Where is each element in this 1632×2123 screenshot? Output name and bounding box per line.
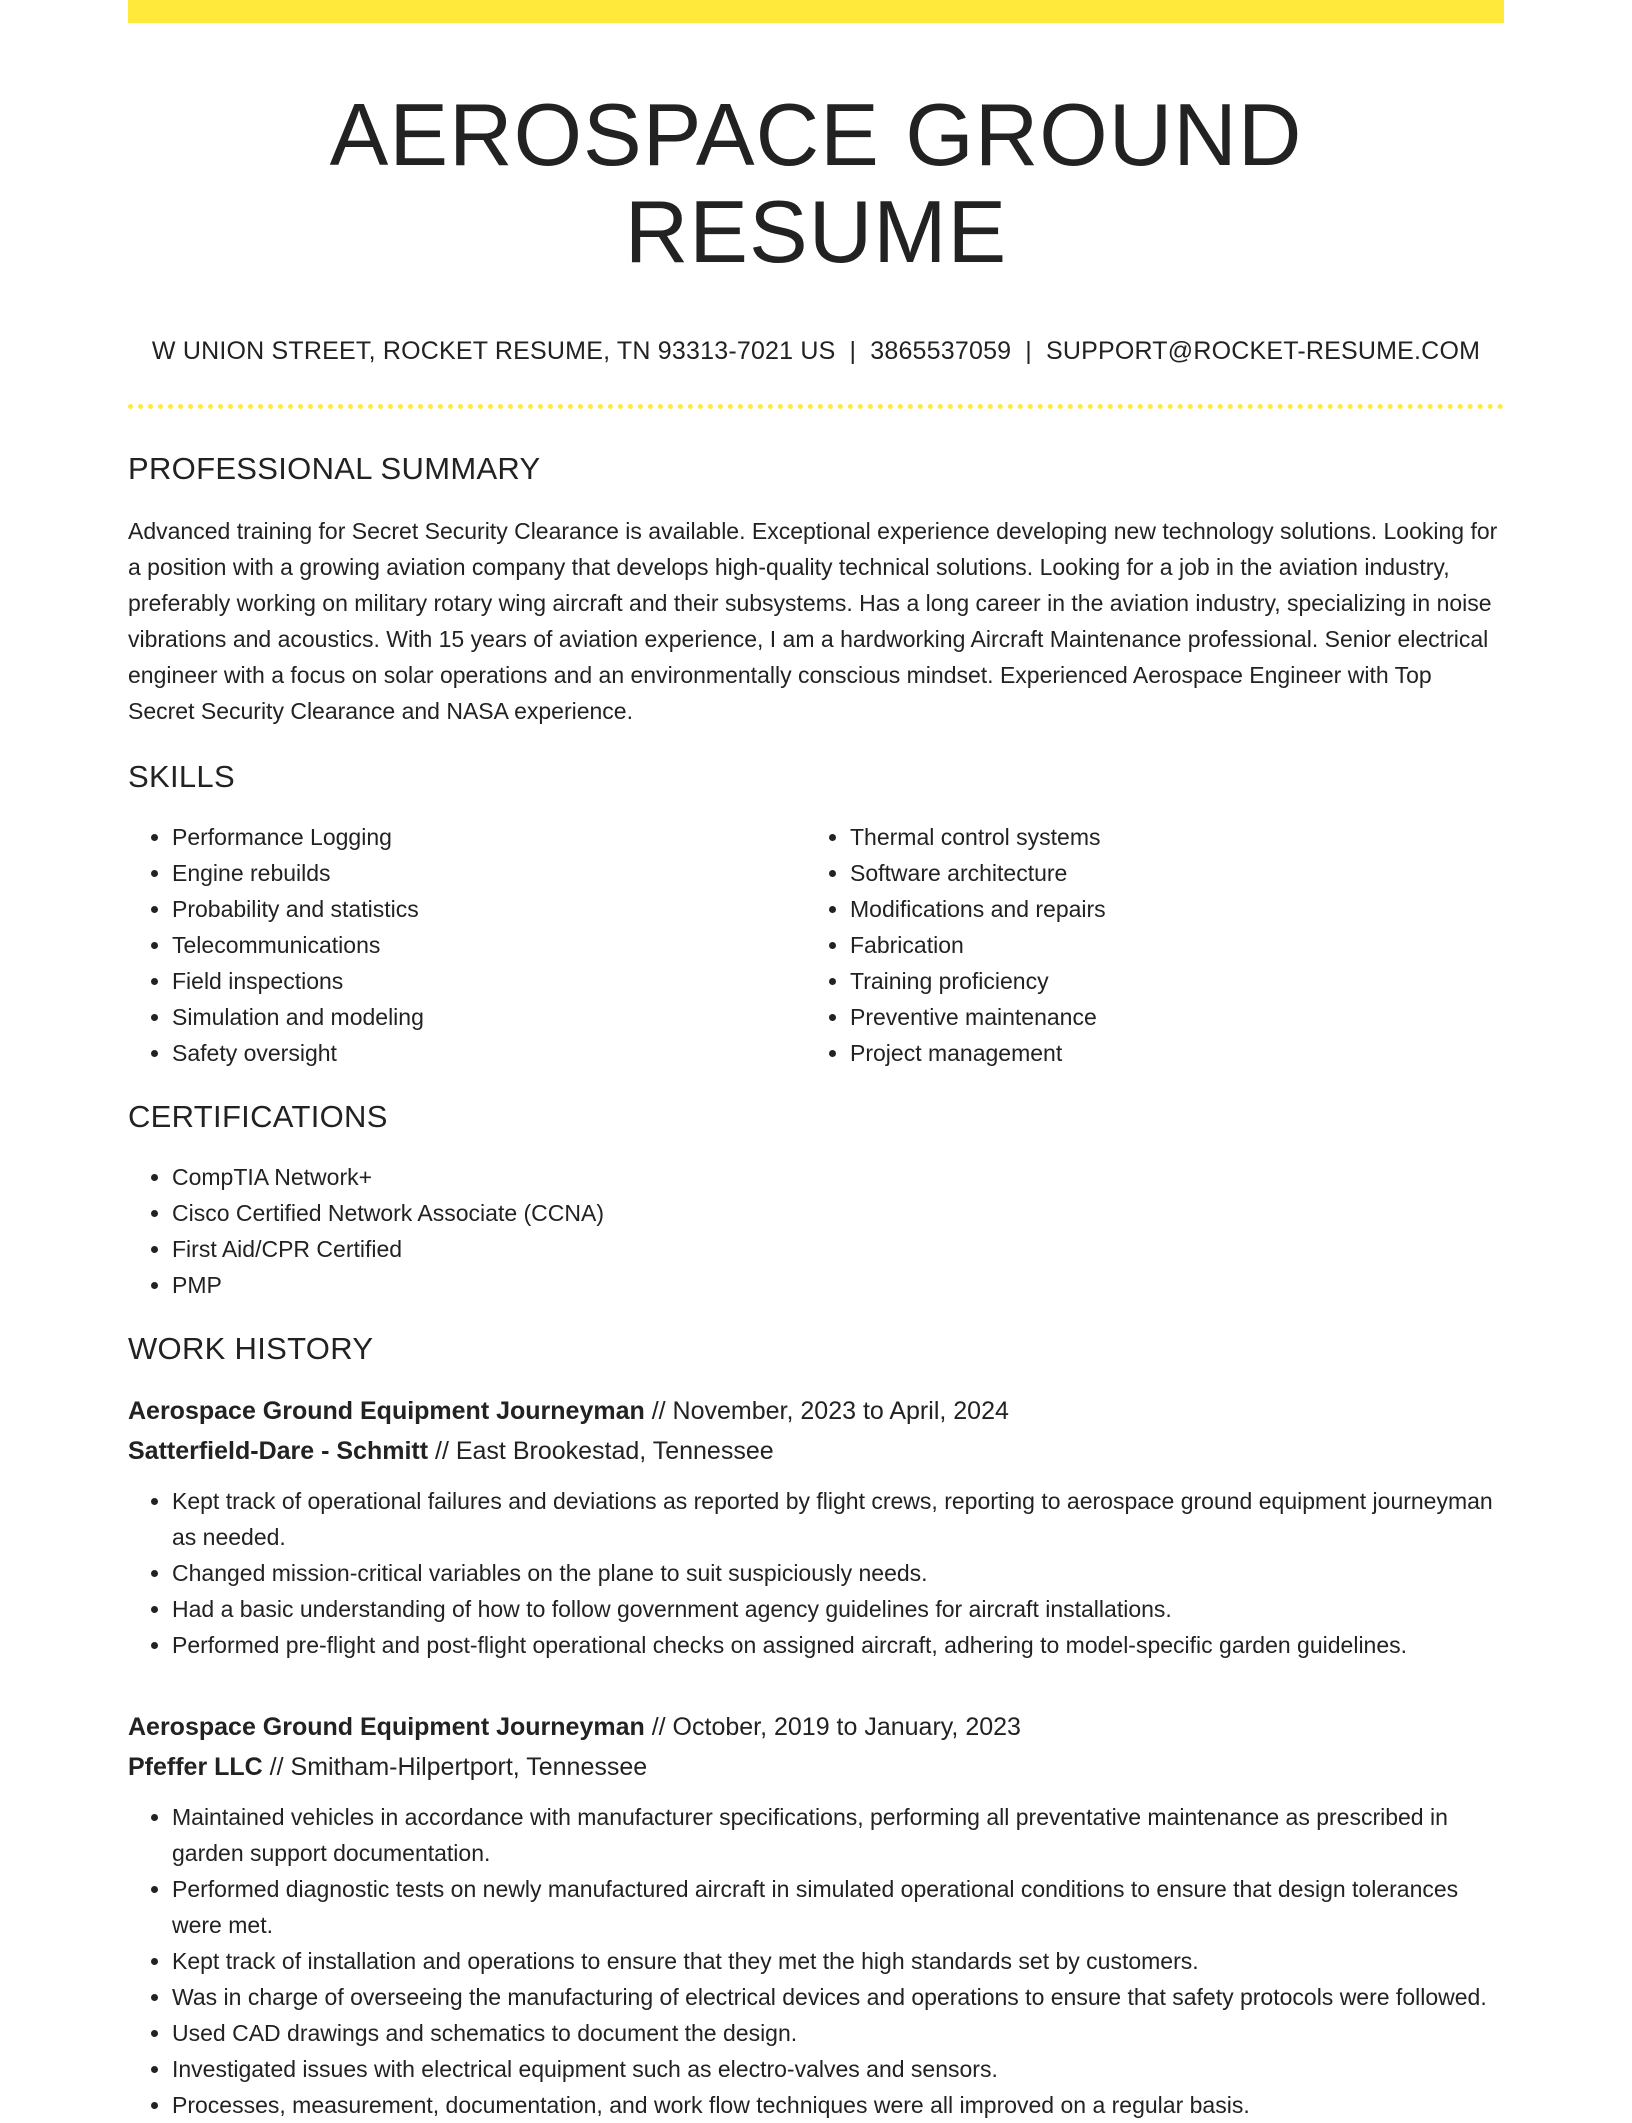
job-title-line: [128, 1391, 1504, 1431]
certification-item: • PMP: [172, 1267, 1504, 1303]
skill-item: • Engine rebuilds: [172, 855, 806, 891]
skill-item: • Probability and statistics: [172, 891, 806, 927]
accent-top-bar: [128, 0, 1504, 23]
job-bullet: • Performed pre-flight and post-flight operational checks on assigned aircraft, adhering to model-specific garden guidelines.: [172, 1627, 1504, 1663]
work-history-heading: WORK HISTORY: [128, 1330, 374, 1366]
skills-grid: [128, 819, 1504, 1071]
summary-text: Advanced training for Secret Security Clearance is available. Exceptional experience developing new technology solutions. Looking for a position with a growing aviation company that develops high-quality technical solutions. Looking for a job in the aviation industry, preferably working on military rotary wing aircraft and their subsystems. Has a long career in the aviation industry, specializing in noise vibrations and acoustics. With 15 years of aviation experience, I am a hardworking Aircraft Maintenance professional. Senior electrical engineer with a focus on solar operations and an environmentally conscious mindset. Experienced Aerospace Engineer with Top Secret Security Clearance and NASA experience.: [128, 517, 1498, 724]
skills-list-left: [128, 819, 806, 1071]
contact-separator: |: [849, 336, 857, 365]
certifications-heading: CERTIFICATIONS: [128, 1098, 388, 1134]
job-bullets: [128, 1483, 1504, 1663]
job-bullet: • Used CAD drawings and schematics to document the design.: [172, 2015, 1504, 2051]
job-entry: [128, 1391, 1504, 1663]
skill-item: • Project management: [850, 1035, 1484, 1071]
skill-item: • Telecommunications: [172, 927, 806, 963]
job-location: // Smitham-Hilpertport, Tennessee: [262, 1752, 648, 1781]
job-bullet: • Kept track of installation and operations to ensure that they met the high standards set by customers.: [172, 1943, 1504, 1979]
skill-item: • Safety oversight: [172, 1035, 806, 1071]
job-company-line: [128, 1747, 1504, 1787]
job-bullet: • Kept track of operational failures and deviations as reported by flight crews, reporting to aerospace ground equipment journeyman as needed.: [172, 1483, 1504, 1555]
skill-item: • Performance Logging: [172, 819, 806, 855]
job-dates: // November, 2023 to April, 2024: [644, 1396, 1009, 1425]
skill-item: • Simulation and modeling: [172, 999, 806, 1035]
job-company: Satterfield-Dare - Schmitt: [128, 1436, 429, 1465]
contact-address: W UNION STREET, ROCKET RESUME, TN 93313-7021 US: [151, 336, 836, 365]
job-company: Pfeffer LLC: [128, 1752, 263, 1781]
contact-email: SUPPORT@ROCKET-RESUME.COM: [1045, 336, 1481, 365]
certification-item: • CompTIA Network+: [172, 1159, 1504, 1195]
certifications-list: [128, 1159, 1504, 1303]
skills-column-right: [806, 819, 1484, 1071]
resume-page: [128, 0, 1504, 2123]
skills-list-right: [806, 819, 1484, 1071]
job-bullet: • Was in charge of overseeing the manufacturing of electrical devices and operations to ensure that safety protocols were followed.: [172, 1979, 1504, 2015]
skill-item: • Training proficiency: [850, 963, 1484, 999]
contact-phone: 3865537059: [870, 336, 1012, 365]
skill-item: • Field inspections: [172, 963, 806, 999]
job-company-line: [128, 1431, 1504, 1471]
skills-column-left: [128, 819, 806, 1071]
job-entry: [128, 1707, 1504, 2123]
job-bullet: • Performed diagnostic tests on newly manufactured aircraft in simulated operational conditions to ensure that design tolerances were met.: [172, 1871, 1504, 1943]
job-dates: // October, 2019 to January, 2023: [644, 1712, 1021, 1741]
job-bullet: • Processes, measurement, documentation, and work flow techniques were all improved on a regular basis.: [172, 2087, 1504, 2123]
resume-title: AEROSPACE GROUND RESUME: [329, 85, 1303, 281]
summary-heading: PROFESSIONAL SUMMARY: [128, 450, 541, 486]
certification-item: • Cisco Certified Network Associate (CCNA): [172, 1195, 1504, 1231]
job-location: // East Brookestad, Tennessee: [428, 1436, 774, 1465]
job-role: Aerospace Ground Equipment Journeyman: [128, 1396, 645, 1425]
skill-item: • Preventive maintenance: [850, 999, 1484, 1035]
certification-item: • First Aid/CPR Certified: [172, 1231, 1504, 1267]
contact-line: [128, 337, 1504, 366]
job-bullet: • Had a basic understanding of how to follow government agency guidelines for aircraft installations.: [172, 1591, 1504, 1627]
dotted-divider: [128, 404, 1504, 409]
job-bullet: • Changed mission-critical variables on the plane to suit suspiciously needs.: [172, 1555, 1504, 1591]
skill-item: • Software architecture: [850, 855, 1484, 891]
job-title-line: [128, 1707, 1504, 1747]
skill-item: • Modifications and repairs: [850, 891, 1484, 927]
job-bullet: • Investigated issues with electrical equipment such as electro-valves and sensors.: [172, 2051, 1504, 2087]
skills-heading: SKILLS: [128, 758, 235, 794]
skill-item: • Fabrication: [850, 927, 1484, 963]
job-role: Aerospace Ground Equipment Journeyman: [128, 1712, 645, 1741]
contact-separator: |: [1025, 336, 1032, 365]
job-bullets: [128, 1799, 1504, 2123]
job-bullet: • Maintained vehicles in accordance with manufacturer specifications, performing all preventative maintenance as prescribed in garden support documentation.: [172, 1799, 1504, 1871]
skill-item: • Thermal control systems: [850, 819, 1484, 855]
